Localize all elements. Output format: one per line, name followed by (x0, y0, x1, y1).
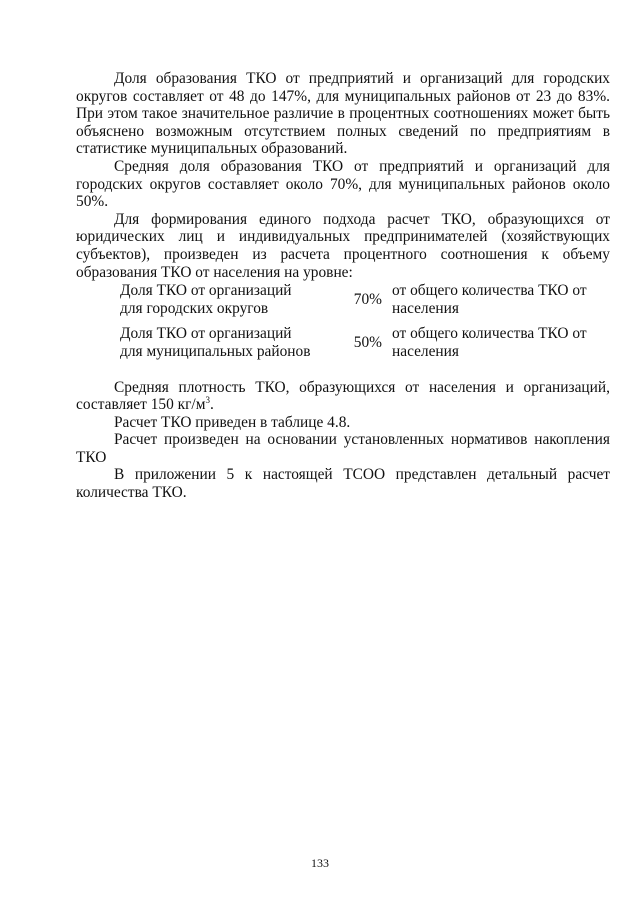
ratio-percent: 50% (353, 334, 382, 352)
density-text: Средняя плотность ТКО, образующихся от населения и организаций, составляет 150 кг/м (76, 378, 610, 414)
paragraph-norms: Расчет произведен на основании установленных нормативов накопления ТКО (76, 431, 610, 466)
document-page (76, 70, 610, 502)
ratio-note: от общего количества ТКО от населения (392, 282, 587, 317)
ratio-row-municipal (76, 317, 610, 360)
ratio-table (76, 282, 610, 360)
paragraph-unified-approach: Для формирования единого подхода расчет ТКО, образующихся от юридических лиц и индивидуальных предпринимателей (хозяйствующих субъектов), произведен из расчета процентного соотношения к объему образования ТКО от населения на уровне: (76, 210, 610, 281)
vertical-spacer (76, 361, 610, 379)
page-number: 133 (311, 856, 329, 870)
ratio-note: от общего количества ТКО от населения (392, 325, 587, 360)
ratio-label: Доля ТКО от организаций для муниципальных районов (120, 325, 311, 360)
paragraph-table-reference: Расчет ТКО приведен в таблице 4.8. (114, 413, 351, 431)
paragraph-density (76, 379, 610, 414)
ratio-row-urban (76, 282, 610, 317)
cubic-superscript: 3 (205, 395, 210, 406)
ratio-percent: 70% (353, 290, 382, 308)
paragraph-appendix: В приложении 5 к настоящей ТСОО представлен детальный расчет количества ТКО. (76, 466, 610, 502)
density-period: . (209, 396, 214, 414)
ratio-label: Доля ТКО от организаций для городских округов (120, 282, 292, 317)
paragraph-share-range: Доля образования ТКО от предприятий и организаций для городских округов составляет от 48 до 147%, для муниципальных районов от 23 до 83%. При этом такое значительное различие в процентных соотношениях может быть объяснено возможным отсутствием полных сведений по предприятиям в статистике муниципальных образований. (76, 70, 610, 158)
paragraph-average-share: Средняя доля образования ТКО от предприятий и организаций для городских округов составляет около 70%, для муниципальных районов около 50%. (76, 157, 610, 211)
